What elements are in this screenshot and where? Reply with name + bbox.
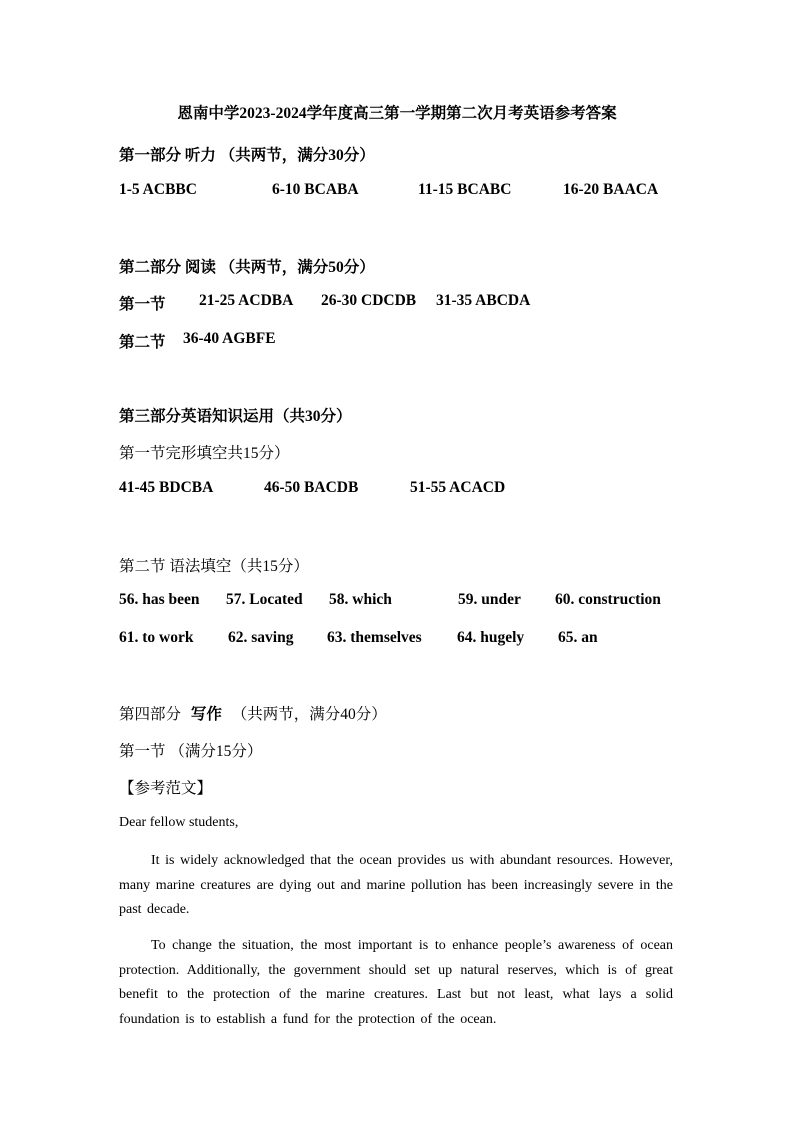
part1-heading: 第一部分 听力 （共两节，满分30分） [119, 147, 375, 164]
answer-64: 64. hugely [457, 629, 525, 646]
answer-11-15: 11-15 BCABC [418, 181, 512, 198]
answer-65: 65. an [558, 629, 598, 646]
answer-46-50: 46-50 BACDB [264, 479, 359, 496]
part3-section1-heading: 第一节完形填空共15分） [119, 445, 290, 462]
answer-16-20: 16-20 BAACA [563, 181, 659, 198]
answer-56: 56. has been [119, 591, 200, 608]
answer-60: 60. construction [555, 591, 661, 608]
answer-61: 61. to work [119, 629, 194, 646]
essay-paragraph-2: To change the situation, the most important is to enhance people’s awareness of ocean protection. Additionally, the government should set up natural reserves, which is of great benefit to the protection of the marine creatures. Last but not least, what lays a solid foundation is to establish a fund for the protection of the ocean. [119, 938, 673, 1027]
part4-section1-heading: 第一节 （满分15分） [119, 743, 263, 760]
answer-1-5: 1-5 ACBBC [119, 181, 197, 198]
essay-paragraph-1: It is widely acknowledged that the ocean provides us with abundant resources. However, many marine creatures are dying out and marine pollution has been increasingly severe in the past decade. [119, 853, 673, 917]
answer-26-30: 26-30 CDCDB [321, 292, 417, 309]
part4-heading-prefix: 第四部分 [119, 706, 182, 723]
answer-59: 59. under [458, 591, 521, 608]
part3-heading: 第三部分英语知识运用（共30分） [119, 408, 352, 425]
answer-36-40: 36-40 AGBFE [183, 330, 276, 347]
part2-heading: 第二部分 阅读 （共两节，满分50分） [119, 259, 375, 276]
sample-essay-label: 【参考范文】 [119, 780, 213, 797]
answer-6-10: 6-10 BCABA [272, 181, 359, 198]
answer-57: 57. Located [226, 591, 303, 608]
part4-heading-bold: 写作 [190, 706, 222, 723]
answer-41-45: 41-45 BDCBA [119, 479, 214, 496]
answer-51-55: 51-55 ACACD [410, 479, 506, 496]
part4-heading [119, 702, 387, 724]
answer-58: 58. which [329, 591, 392, 608]
part4-heading-suffix: （共两节，满分40分） [231, 706, 387, 723]
part2-section2-label: 第二节 [119, 334, 166, 351]
page-title: 恩南中学2023-2024学年度高三第一学期第二次月考英语参考答案 [177, 105, 617, 122]
part3-section2-heading: 第二节 语法填空（共15分） [119, 558, 309, 575]
essay-salutation: Dear fellow students, [119, 815, 239, 830]
answer-31-35: 31-35 ABCDA [436, 292, 531, 309]
answer-63: 63. themselves [327, 629, 422, 646]
part2-section1-label: 第一节 [119, 296, 166, 313]
answer-21-25: 21-25 ACDBA [199, 292, 294, 309]
answer-62: 62. saving [228, 629, 294, 646]
